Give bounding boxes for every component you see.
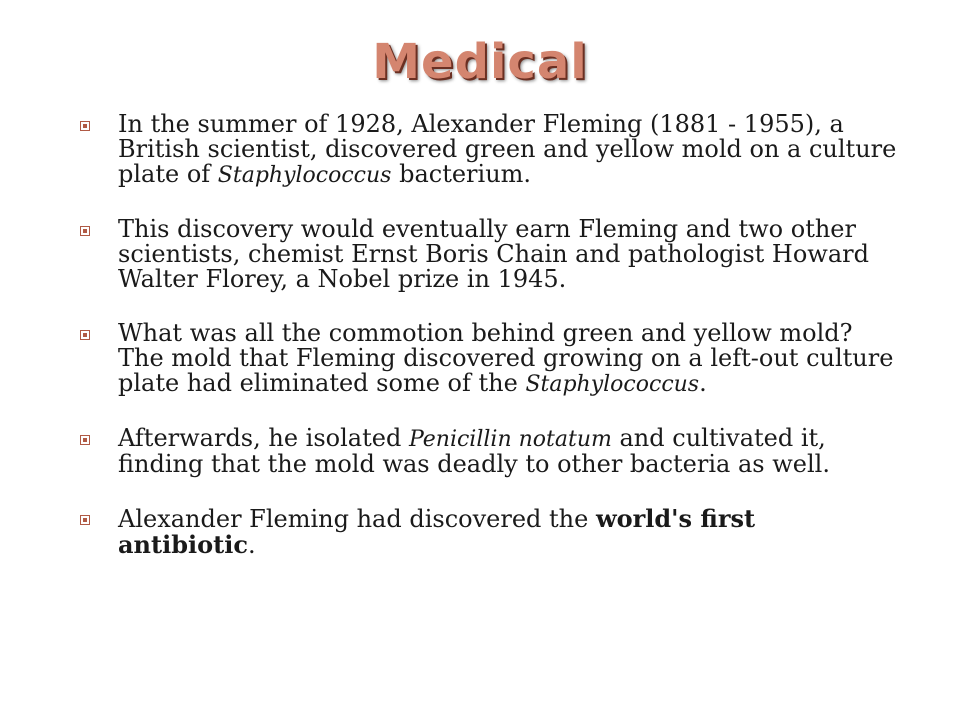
bullet-text-part: and cultivated it, finding that the mold was deadly to other bacteria as well. <box>118 424 830 478</box>
bullet-item <box>80 506 900 558</box>
bullet-text-part: In the summer of 1928, Alexander Fleming (1881 - 1955), a British scientist, discovered green and yellow mold on a culture plate of <box>118 110 897 188</box>
bullet-text-part: Alexander Fleming had discovered the <box>118 505 596 533</box>
bullet-item <box>80 112 900 188</box>
bullet-text-bold: world's first antibiotic <box>118 504 756 559</box>
bullet-square-icon <box>80 330 90 340</box>
slide-title: Medical <box>372 34 588 90</box>
bullet-text-italic: Staphylococcus <box>217 163 392 188</box>
bullet-square-icon <box>80 226 90 236</box>
bullet-item <box>80 426 900 477</box>
bullet-square-icon <box>80 121 90 131</box>
bullet-text-part: This discovery would eventually earn Fleming and two other scientists, chemist Ernst Boris Chain and pathologist Howard Walter Florey, a Nobel prize in 1945. <box>118 215 869 293</box>
bullet-text-italic: Penicillin notatum <box>408 427 612 452</box>
bullet-list <box>80 112 900 587</box>
bullet-square-icon <box>80 515 90 525</box>
bullet-text-italic: Staphylococcus <box>525 372 700 397</box>
bullet-text-part: . <box>699 369 707 397</box>
bullet-text-part: Afterwards, he isolated <box>118 424 409 452</box>
bullet-item <box>80 321 900 397</box>
bullet-text-part: . <box>247 531 256 559</box>
bullet-item <box>80 217 900 292</box>
bullet-text-part: bacterium. <box>391 160 532 188</box>
bullet-text-part: What was all the commotion behind green and yellow mold? The mold that Fleming discovered growing on a left-out culture plate had eliminated some of the <box>118 319 894 397</box>
bullet-square-icon <box>80 435 90 445</box>
